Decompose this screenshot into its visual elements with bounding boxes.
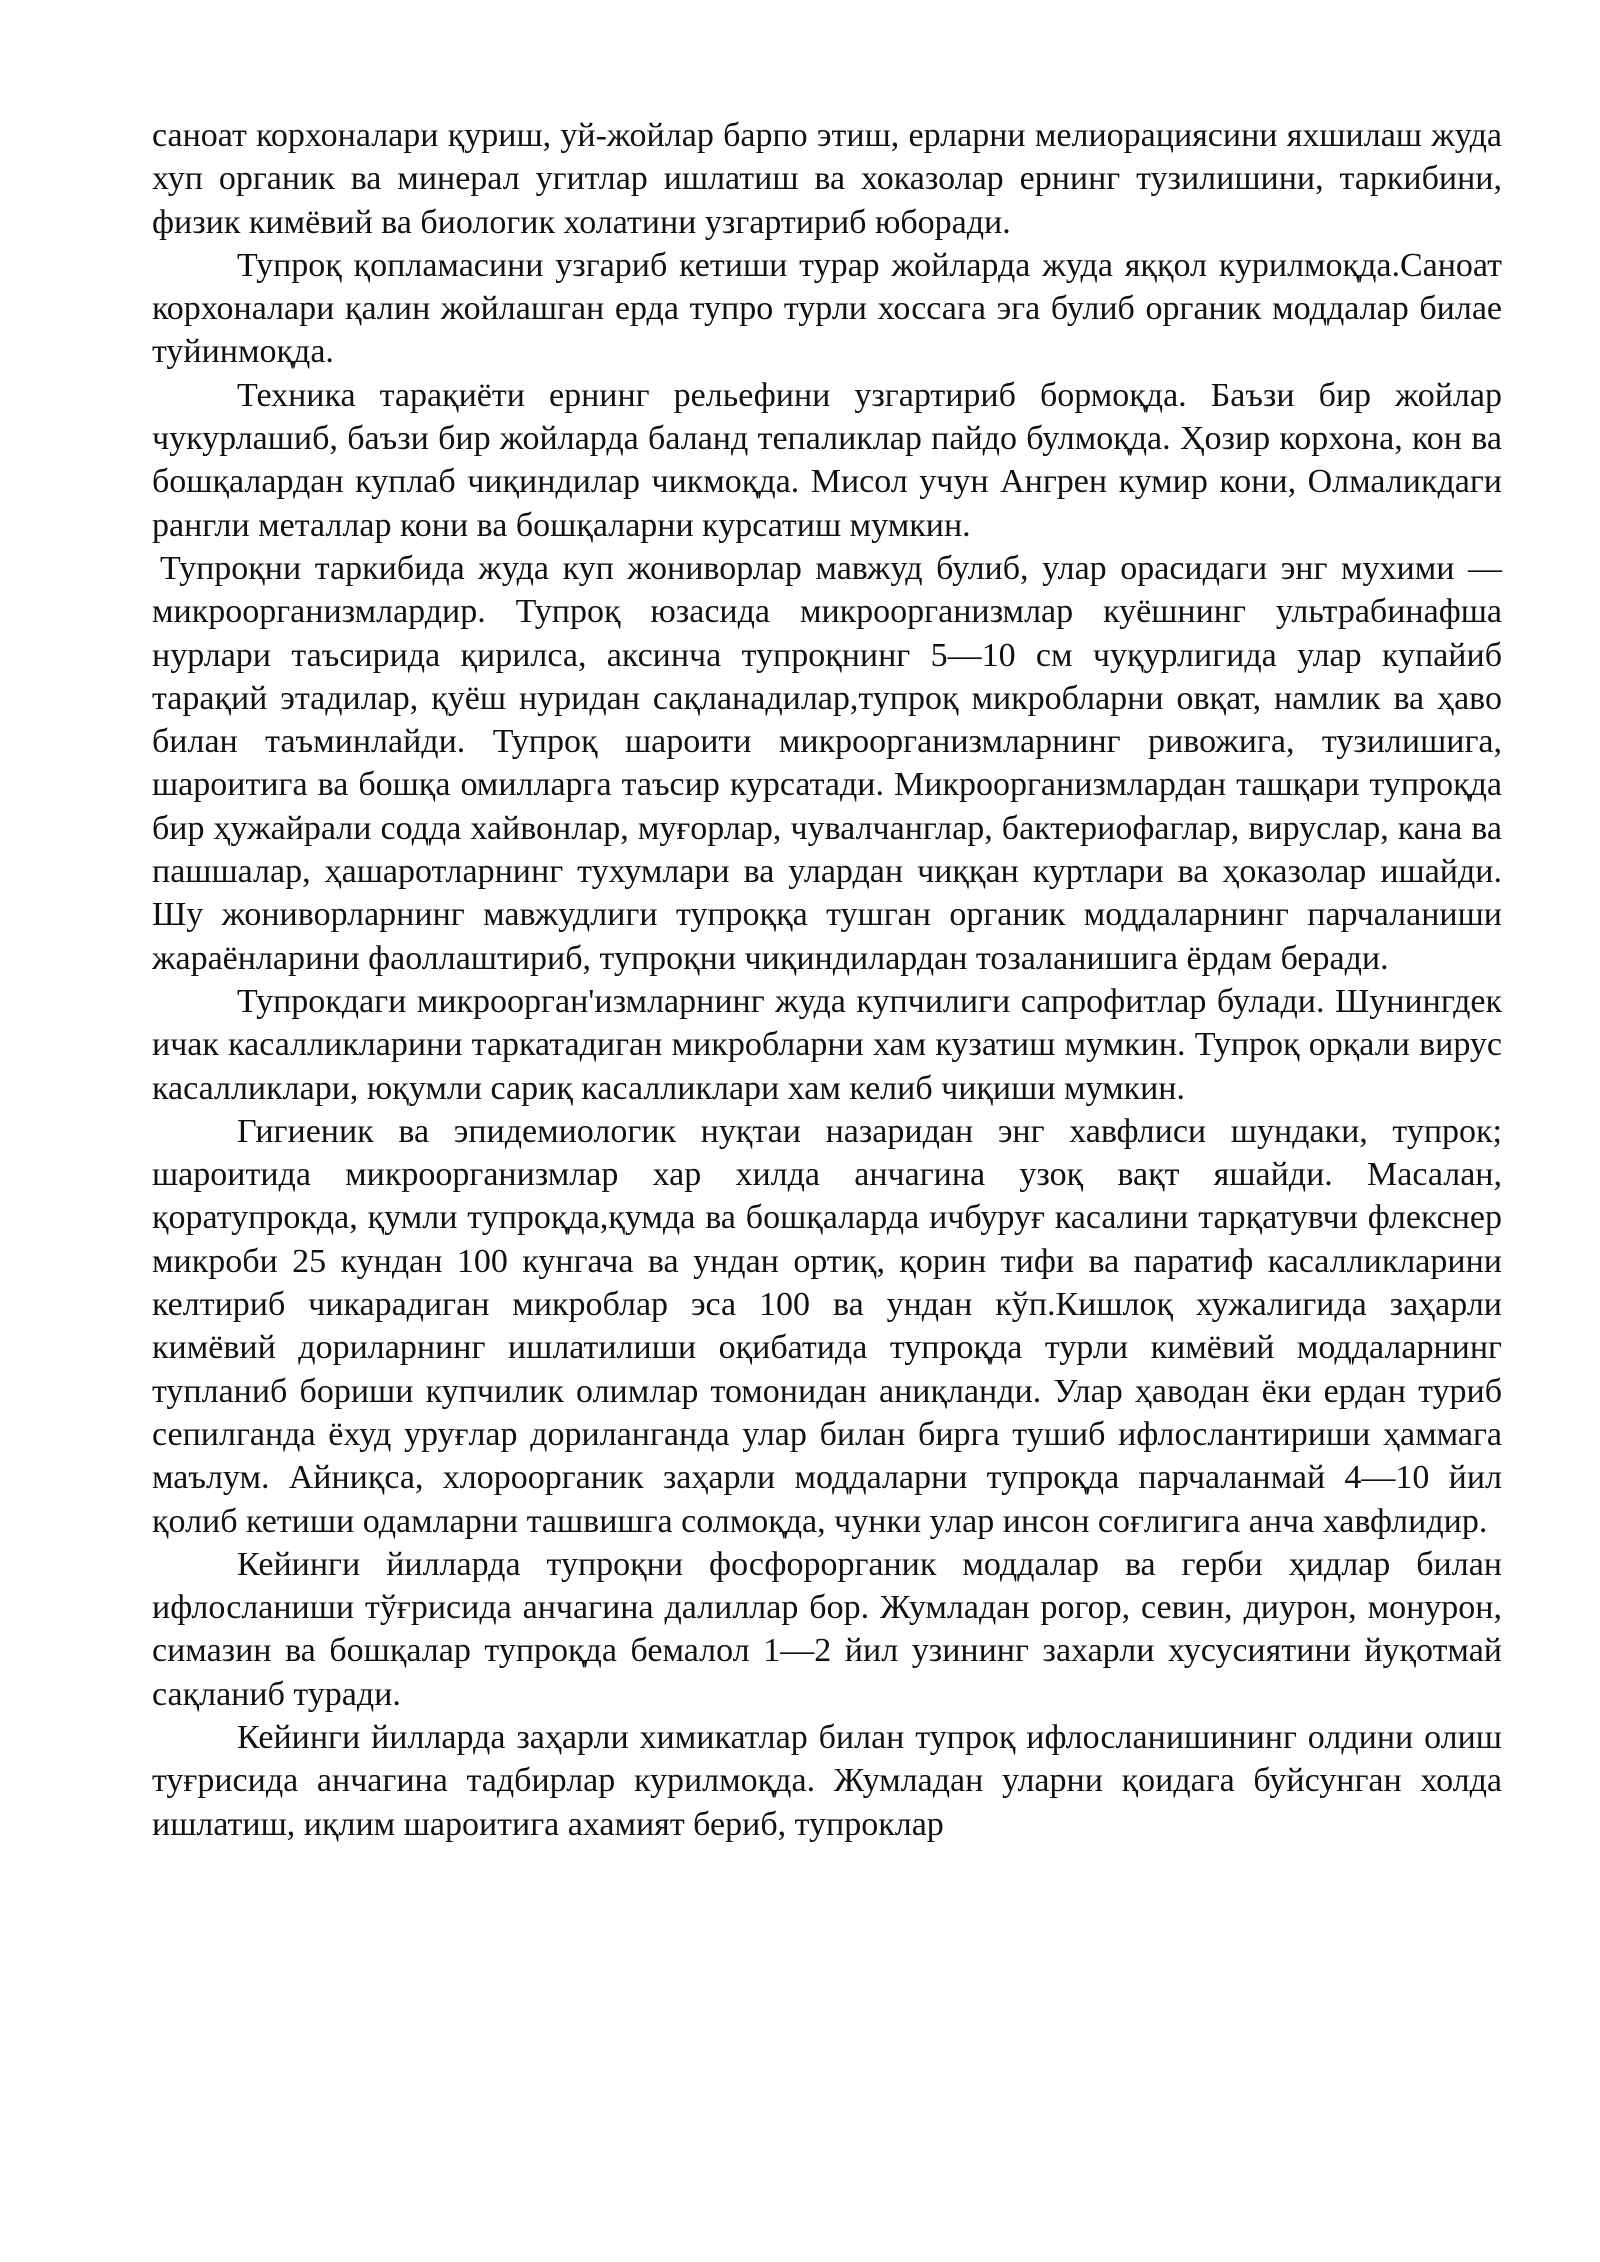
paragraph-technology-relief: Техника тарақиёти ернинг рельефини узгартириб бормоқда. Баъзи бир жойлар чукурлашиб, баъзи бир жойларда баланд тепаликлар пайдо булмоқда. Ҳозир корхона, кон ва бошқалардан куплаб чиқиндилар чикмоқда. Мисол учун Ангрен кумир кони, Олмаликдаги рангли металлар кони ва бошқаларни курсатиш мумкин. bbox=[152, 376, 1502, 544]
paragraph-intro-continuation: саноат корхоналари қуриш, уй-жойлар барпо этиш, ерларни мелиорациясини яхшилаш жуда хуп органик ва минерал угитлар ишлатиш ва хоказолар ернинг тузилишини, таркибини, физик кимёвий ва биологик холатини узгартириб юборади. bbox=[152, 117, 1502, 241]
document-page bbox=[152, 114, 1502, 1846]
paragraph-saprophytes: Тупрокдаги микроорган'измларнинг жуда купчилиги сапрофитлар булади. Шунингдек ичак касалликларини таркатадиган микробларни хам кузатиш мумкин. Тупроқ орқали вирус касалликлари, юқумли сариқ касалликлари хам келиб чиқиши мумкин. bbox=[152, 982, 1502, 1107]
paragraph-soil-organisms: Тупроқни таркибида жуда куп жониворлар мавжуд булиб, улар орасидаги энг мухими — микроорганизмлардир. Тупроқ юзасида микроорганизмлар куёшнинг ультрабинафша нурлари таъсирида қирилса, аксинча тупроқнинг 5—10 см чуқурлигида улар купайиб тарақий этадилар, қуёш нуридан сақланадилар,тупроқ микробларни овқат, намлик ва ҳаво билан таъминлайди. Тупроқ шароити микроорганизмларнинг ривожига, тузилишига, шароитига ва бошқа омилларга таъсир курсатади. Микроорганизмлардан ташқари тупроқда бир ҳужайрали содда хайвонлар, муғорлар, чувалчанглар, бактериофаглар, вируслар, кана ва пашшалар, ҳашаротларнинг тухумлари ва улардан чиққан куртлари ва ҳоказолар ишайди. Шу жониворларнинг мавжудлиги тупроққа тушган органик моддаларнинг парчаланиши жараёнларини фаоллаштириб, тупроқни чиқиндилардан тозаланишига ёрдам беради. bbox=[152, 549, 1502, 977]
paragraph-organophosphates: Кейинги йилларда тупроқни фосфорорганик моддалар ва герби ҳидлар билан ифлосланиши тўғрисида анчагина далиллар бор. Жумладан рогор, севин, диурон, монурон, симазин ва бошқалар тупроқда бемалол 1—2 йил узининг захарли хусусиятини йуқотмай сақланиб туради. bbox=[152, 1545, 1502, 1713]
paragraph-soil-cover-change: Тупроқ қопламасини узгариб кетиши турар жойларда жуда яққол курилмоқда.Саноат корхоналари қалин жойлашган ерда тупро турли хоссага эга булиб органик моддалар билае туйинмоқда. bbox=[152, 246, 1502, 371]
paragraph-epidemiology: Гигиеник ва эпидемиологик нуқтаи назаридан энг хавфлиси шундаки, тупрок; шароитида микроорганизмлар хар хилда анчагина узоқ вақт яшайди. Масалан, қоратупрокда, қумли тупроқда,қумда ва бошқаларда ичбуруғ касалини тарқатувчи флекснер микроби 25 кундан 100 кунгача ва ундан ортиқ, қорин тифи ва паратиф касалликларини келтириб чикарадиган микроблар эса 100 ва ундан кўп.Кишлоқ хужалигида заҳарли кимёвий дориларнинг ишлатилиши оқибатида тупроқда турли кимёвий моддаларнинг тупланиб бориши купчилик олимлар томонидан аниқланди. Улар ҳаводан ёки ердан туриб сепилганда ёхуд уруғлар дориланганда улар билан бирга тушиб ифлослантириши ҳаммага маълум. Айниқса, хлороорганик заҳарли моддаларни тупроқда парчаланмай 4—10 йил қолиб кетиши одамларни ташвишга солмоқда, чунки улар инсон соғлигига анча хавфлидир. bbox=[152, 1112, 1502, 1540]
paragraph-prevention-measures: Кейинги йилларда заҳарли химикатлар билан тупроқ ифлосланишининг олдини олиш туғрисида анчагина тадбирлар курилмоқда. Жумладан уларни қоидага буйсунган холда ишлатиш, иқлим шароитига ахамият бериб, тупроклар bbox=[152, 1718, 1502, 1843]
